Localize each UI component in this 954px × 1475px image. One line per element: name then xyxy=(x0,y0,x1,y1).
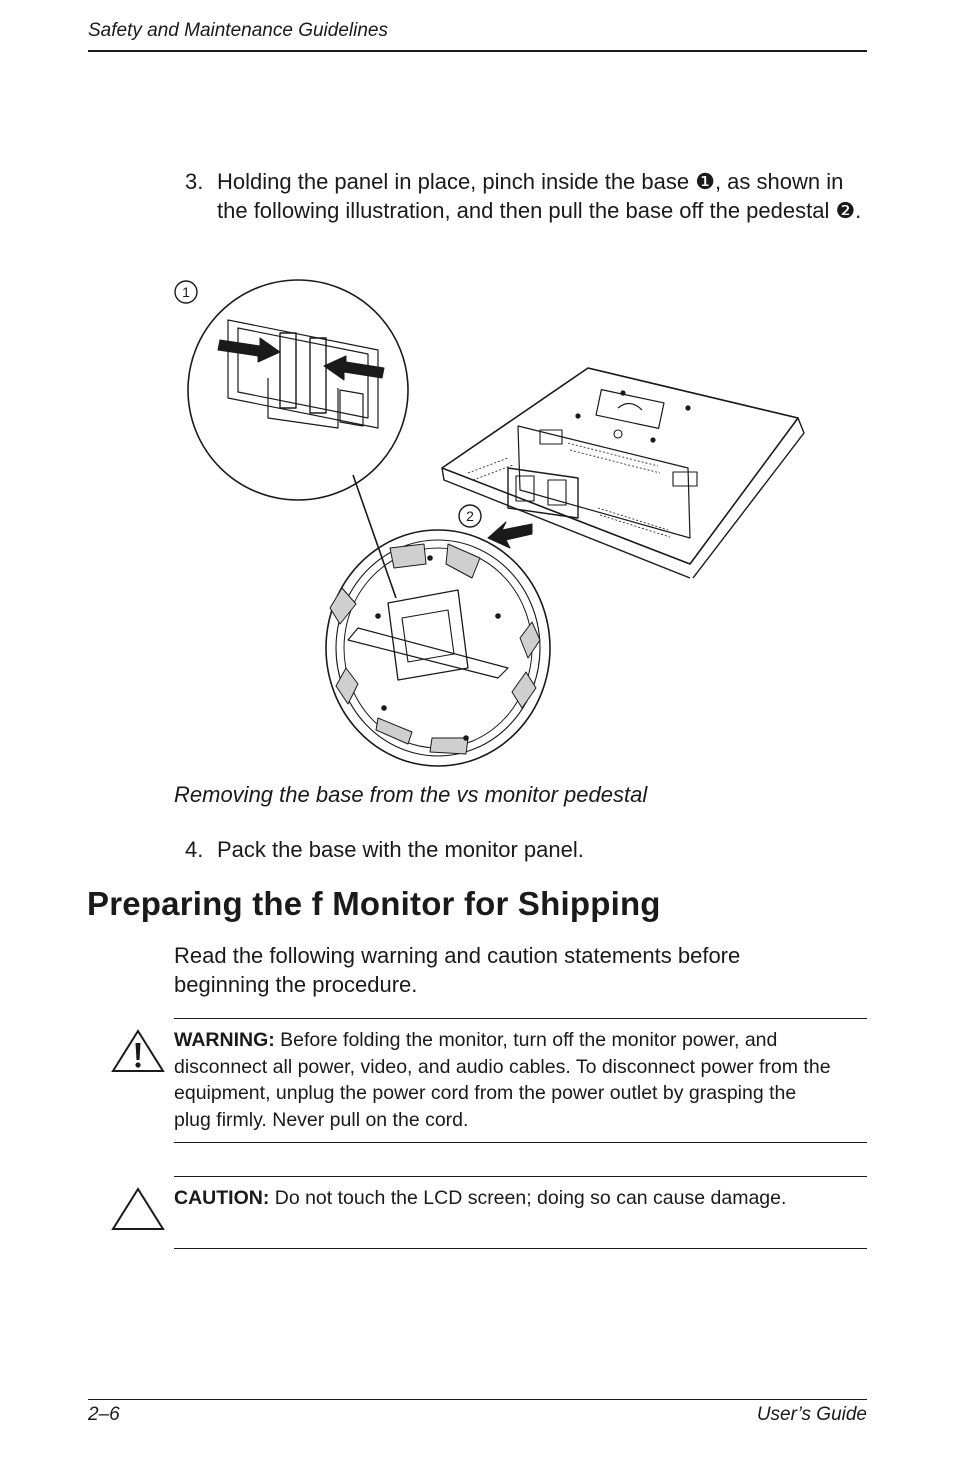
step-4 xyxy=(185,835,865,864)
step-number: 4. xyxy=(185,837,204,862)
round-base xyxy=(326,530,550,766)
callout-1-label: 1 xyxy=(182,284,190,300)
caution-triangle-icon xyxy=(110,1186,166,1232)
warning-label: WARNING: xyxy=(174,1029,275,1051)
warning-top-rule xyxy=(174,1018,867,1019)
page-number: 2–6 xyxy=(88,1404,120,1425)
document-title: User’s Guide xyxy=(756,1404,867,1425)
section-intro: Read the following warning and caution statements before beginning the procedure. xyxy=(174,943,741,997)
running-header: Safety and Maintenance Guidelines xyxy=(88,20,388,41)
warning-text xyxy=(174,1027,834,1133)
step-text: Holding the panel in place, pinch inside the base ❶, as shown in the following illustration, and then pull the base off the pedestal ❷. xyxy=(217,169,862,223)
warning-triangle-icon xyxy=(110,1028,166,1074)
step-3 xyxy=(185,167,865,225)
step-number: 3. xyxy=(185,169,204,194)
footer-rule xyxy=(88,1399,867,1400)
base-removal-illustration xyxy=(168,268,818,768)
pull-arrow xyxy=(488,522,532,548)
callout-2-label: 2 xyxy=(466,508,474,524)
step-text: Pack the base with the monitor panel. xyxy=(217,837,584,862)
caution-body: Do not touch the LCD screen; doing so can cause damage. xyxy=(269,1187,787,1209)
caution-top-rule xyxy=(174,1176,867,1177)
header-rule xyxy=(88,50,867,52)
caution-label: CAUTION: xyxy=(174,1187,270,1209)
detail-magnifier xyxy=(188,280,408,500)
warning-body: Before folding the monitor, turn off the monitor power, and disconnect all power, video, and audio cables. To disconnect power from the equipment, unplug the power cord from the power outlet by grasping the plug firmly. Never pull on the cord. xyxy=(174,1029,831,1131)
warning-bottom-rule xyxy=(174,1142,867,1143)
caution-bottom-rule xyxy=(174,1248,867,1249)
caution-text xyxy=(174,1185,834,1212)
figure-caption: Removing the base from the vs monitor pedestal xyxy=(174,782,648,807)
section-title: Preparing the f Monitor for Shipping xyxy=(87,885,661,922)
